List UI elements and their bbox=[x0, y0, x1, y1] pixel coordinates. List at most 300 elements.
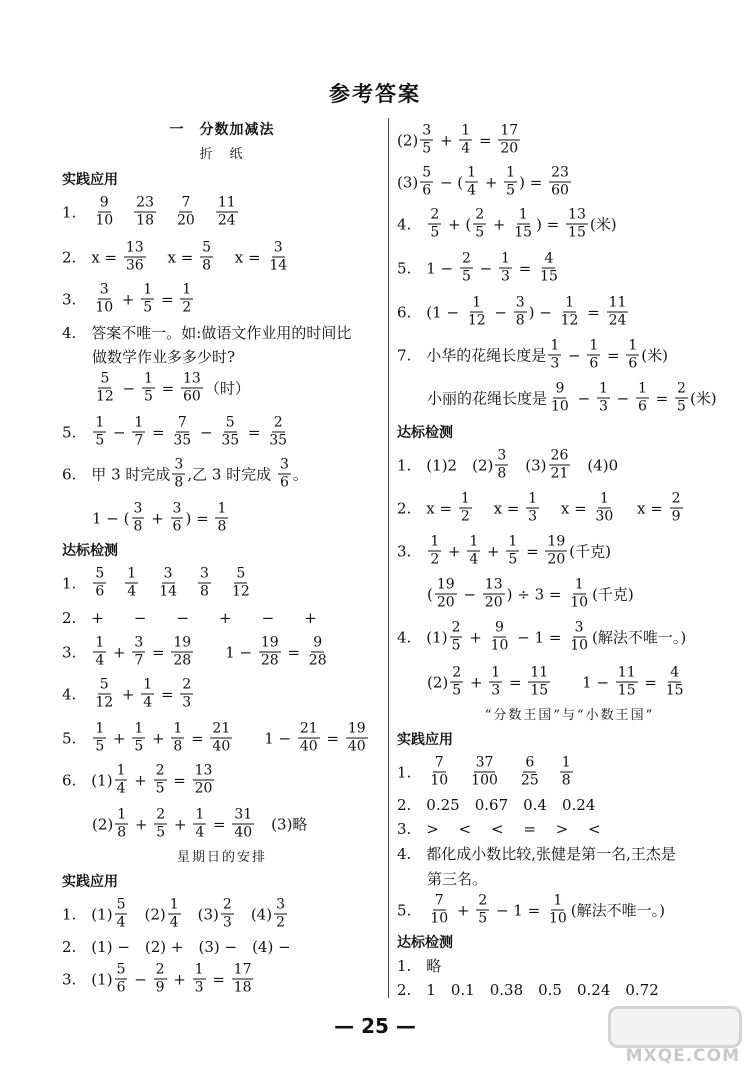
text-segment: − bbox=[489, 303, 512, 321]
fraction-numerator: 3 bbox=[422, 122, 432, 139]
fraction-denominator: 40 bbox=[234, 824, 253, 841]
text-segment: x = bbox=[91, 248, 122, 266]
fraction-denominator: 20 bbox=[194, 780, 213, 797]
fraction bbox=[221, 898, 234, 931]
fraction bbox=[216, 196, 238, 229]
fraction-numerator: 1 bbox=[528, 490, 538, 507]
fraction bbox=[346, 722, 368, 755]
answer-line bbox=[62, 283, 195, 316]
text-segment: (千克) bbox=[569, 542, 611, 560]
fraction bbox=[142, 372, 155, 405]
text-segment: = bbox=[504, 673, 527, 691]
fraction bbox=[115, 764, 128, 797]
answer-line bbox=[397, 981, 659, 999]
fraction-numerator: 2 bbox=[475, 206, 485, 223]
text-segment: = bbox=[282, 643, 305, 661]
fraction-numerator: 13 bbox=[484, 576, 503, 593]
text-segment: 2. x = bbox=[397, 499, 457, 517]
answer-line bbox=[397, 578, 634, 611]
fraction bbox=[132, 416, 145, 449]
fraction bbox=[499, 252, 512, 285]
fraction-numerator: 1 bbox=[599, 490, 609, 507]
fraction-numerator: 1 bbox=[561, 754, 571, 771]
fraction-numerator: 13 bbox=[125, 239, 144, 256]
fraction-denominator: 24 bbox=[608, 312, 627, 329]
text-segment: 4. bbox=[62, 685, 92, 703]
text-segment: 2. 1 0.1 0.38 0.5 0.24 0.72 bbox=[397, 981, 659, 999]
answer-line bbox=[397, 339, 668, 372]
text-segment: (2) bbox=[62, 815, 114, 833]
fraction-denominator: 5 bbox=[95, 738, 105, 755]
fraction-numerator: 5 bbox=[422, 164, 432, 181]
answer-line bbox=[397, 252, 562, 285]
answer-line bbox=[397, 957, 441, 975]
text-segment: (2) bbox=[397, 673, 449, 691]
text-segment: 小丽的花绳长度是 bbox=[397, 389, 548, 407]
fraction bbox=[93, 636, 106, 669]
fraction-numerator: 1 bbox=[460, 490, 470, 507]
fraction-denominator: 6 bbox=[589, 355, 599, 372]
fraction bbox=[664, 666, 686, 699]
fraction bbox=[607, 296, 629, 329]
fraction-numerator: 6 bbox=[525, 754, 535, 771]
fraction-numerator: 2 bbox=[273, 414, 283, 431]
text-segment: 5. 1 − bbox=[397, 259, 458, 277]
text-segment: （时） bbox=[204, 379, 250, 397]
answer-line bbox=[62, 196, 240, 229]
text-segment bbox=[62, 379, 92, 397]
fraction-numerator: 19 bbox=[347, 720, 366, 737]
fraction-numerator: 11 bbox=[530, 664, 549, 681]
section-heading bbox=[397, 731, 453, 749]
fraction-denominator: 12 bbox=[467, 312, 486, 329]
fraction-numerator: 2 bbox=[451, 619, 461, 636]
fraction bbox=[538, 252, 560, 285]
fraction-numerator: 1 bbox=[430, 533, 440, 550]
fraction bbox=[559, 296, 581, 329]
fraction-numerator: 5 bbox=[100, 370, 110, 387]
fraction bbox=[568, 621, 590, 654]
text-segment: 2. 0.25 0.67 0.4 0.24 bbox=[397, 796, 596, 814]
fraction-numerator: 7 bbox=[434, 754, 444, 771]
text-segment: (3) bbox=[182, 905, 219, 923]
fraction bbox=[124, 241, 146, 274]
fraction bbox=[420, 124, 433, 157]
fraction-numerator: 1 bbox=[143, 281, 153, 298]
fraction-numerator: 2 bbox=[182, 676, 192, 693]
answer-line bbox=[62, 898, 289, 931]
text-segment: 1. 略 bbox=[397, 957, 442, 975]
text-segment: ,乙 3 时完成 bbox=[187, 465, 276, 483]
fraction-numerator: 19 bbox=[547, 533, 566, 550]
text-segment bbox=[158, 203, 173, 221]
text-segment: − bbox=[474, 259, 497, 277]
text-segment: 实践应用 bbox=[397, 732, 453, 748]
fraction-denominator: 8 bbox=[202, 257, 211, 274]
fraction-denominator: 18 bbox=[233, 979, 252, 996]
text-segment: = bbox=[186, 729, 209, 747]
answer-line bbox=[397, 492, 685, 525]
text-segment: = bbox=[156, 379, 179, 397]
fraction bbox=[180, 283, 193, 316]
fraction bbox=[94, 372, 116, 405]
answer-line bbox=[62, 458, 308, 491]
text-segment: 4. 答案不唯一。如:做语文作业用的时间比 bbox=[62, 324, 352, 342]
text-segment: 1. (1)2 (2) bbox=[397, 456, 494, 474]
fraction bbox=[154, 808, 167, 841]
answer-line bbox=[397, 870, 487, 888]
fraction-numerator: 9 bbox=[313, 634, 323, 651]
fraction-denominator: 15 bbox=[665, 682, 684, 699]
fraction-denominator: 20 bbox=[436, 594, 455, 611]
fraction-numerator: 2 bbox=[155, 762, 165, 779]
fraction-denominator: 2 bbox=[430, 551, 440, 568]
fraction bbox=[93, 722, 106, 755]
fraction-denominator: 14 bbox=[269, 257, 288, 274]
fraction bbox=[115, 808, 128, 841]
fraction-denominator: 10 bbox=[430, 772, 449, 789]
text-segment: − bbox=[458, 585, 481, 603]
fraction bbox=[495, 449, 508, 482]
fraction-numerator: 3 bbox=[163, 565, 173, 582]
text-segment: + bbox=[169, 815, 192, 833]
fraction bbox=[171, 502, 184, 535]
fraction-denominator: 8 bbox=[200, 583, 209, 600]
fraction-numerator: 2 bbox=[155, 961, 165, 978]
fraction-denominator: 60 bbox=[551, 182, 569, 199]
fraction-numerator: 2 bbox=[478, 892, 488, 909]
text-segment: = bbox=[582, 303, 605, 321]
text-segment: 2. (1) − (2) + (3) − (4) − bbox=[62, 938, 291, 956]
fraction bbox=[420, 166, 433, 199]
fraction bbox=[93, 283, 115, 316]
text-segment bbox=[181, 574, 196, 592]
fraction-numerator: 1 bbox=[574, 576, 584, 593]
answer-line bbox=[62, 502, 230, 535]
fraction bbox=[547, 894, 569, 927]
text-segment: 实践应用 bbox=[62, 172, 118, 188]
fraction bbox=[259, 636, 281, 669]
fraction-denominator: 40 bbox=[212, 738, 231, 755]
fraction-denominator: 40 bbox=[347, 738, 366, 755]
fraction bbox=[512, 208, 534, 241]
fraction bbox=[132, 636, 145, 669]
fraction-numerator: 1 bbox=[467, 164, 477, 181]
fraction-denominator: 4 bbox=[127, 583, 137, 600]
fraction-numerator: 1 bbox=[194, 961, 204, 978]
fraction bbox=[210, 722, 232, 755]
text-segment bbox=[140, 574, 155, 592]
text-segment: − bbox=[195, 423, 218, 441]
text-segment: − 1 = bbox=[491, 901, 545, 919]
fraction-numerator: 1 bbox=[134, 720, 144, 737]
text-segment: 达标检测 bbox=[397, 425, 453, 441]
text-segment: 3. > < < = > < bbox=[397, 820, 601, 838]
section-heading bbox=[62, 171, 118, 189]
fraction-denominator: 5 bbox=[478, 910, 488, 927]
fraction-denominator: 4 bbox=[467, 182, 477, 199]
fraction-denominator: 20 bbox=[500, 140, 519, 157]
text-segment: (解法不唯一。) bbox=[592, 628, 687, 646]
answer-line bbox=[397, 296, 630, 329]
fraction-denominator: 30 bbox=[595, 508, 614, 525]
fraction bbox=[549, 449, 571, 482]
fraction-denominator: 35 bbox=[173, 432, 192, 449]
answer-line bbox=[397, 845, 676, 863]
fraction-numerator: 3 bbox=[174, 456, 184, 473]
fraction-numerator: 2 bbox=[671, 490, 681, 507]
answer-line bbox=[397, 124, 522, 157]
text-segment: ) = bbox=[185, 509, 214, 527]
fraction bbox=[528, 666, 550, 699]
answer-line bbox=[397, 756, 575, 789]
fraction-denominator: 14 bbox=[159, 583, 178, 600]
fraction-denominator: 6 bbox=[637, 398, 647, 415]
fraction-denominator: 5 bbox=[134, 738, 144, 755]
text-segment: 1. (1) bbox=[62, 905, 113, 923]
fraction bbox=[670, 492, 683, 525]
fraction bbox=[526, 492, 539, 525]
text-segment: 1. bbox=[397, 763, 427, 781]
fraction-denominator: 10 bbox=[490, 637, 509, 654]
fraction-numerator: 3 bbox=[99, 281, 109, 298]
fraction bbox=[93, 416, 106, 449]
answer-line bbox=[62, 416, 291, 449]
fraction-numerator: 1 bbox=[169, 896, 179, 913]
fraction-denominator: 5 bbox=[451, 637, 461, 654]
text-segment: = bbox=[147, 423, 170, 441]
fraction-numerator: 17 bbox=[500, 122, 519, 139]
text-segment: = bbox=[156, 290, 179, 308]
text-segment: 实践应用 bbox=[62, 874, 118, 890]
fraction-numerator: 1 bbox=[95, 720, 105, 737]
fraction-denominator: 8 bbox=[497, 465, 507, 482]
fraction-denominator: 4 bbox=[169, 914, 179, 931]
text-segment: + bbox=[480, 173, 503, 191]
text-segment bbox=[199, 203, 214, 221]
text-segment: = bbox=[639, 673, 662, 691]
fraction-numerator: 3 bbox=[574, 619, 584, 636]
fraction bbox=[115, 898, 128, 931]
text-segment: 2. + − − + − + bbox=[62, 609, 317, 627]
fraction-denominator: 5 bbox=[508, 551, 518, 568]
fraction bbox=[198, 567, 211, 600]
text-segment: + bbox=[117, 685, 140, 703]
fraction-numerator: 1 bbox=[589, 337, 599, 354]
fraction bbox=[180, 678, 193, 711]
text-segment: 达标检测 bbox=[62, 543, 118, 559]
fraction-numerator: 1 bbox=[182, 281, 192, 298]
fraction-numerator: 7 bbox=[434, 892, 444, 909]
fraction-denominator: 4 bbox=[143, 694, 153, 711]
answer-line bbox=[62, 938, 291, 956]
fraction bbox=[459, 492, 472, 525]
fraction bbox=[141, 678, 154, 711]
text-segment: 1. bbox=[62, 574, 92, 592]
fraction-denominator: 3 bbox=[182, 694, 192, 711]
text-segment: x = bbox=[617, 499, 668, 517]
fraction bbox=[175, 196, 197, 229]
fraction-numerator: 13 bbox=[568, 206, 586, 223]
text-segment: − bbox=[611, 389, 634, 407]
fraction bbox=[267, 416, 289, 449]
fraction-denominator: 3 bbox=[194, 979, 204, 996]
right-column bbox=[397, 0, 742, 1010]
fraction-numerator: 5 bbox=[116, 896, 126, 913]
fraction-denominator: 5 bbox=[506, 182, 516, 199]
fraction-denominator: 5 bbox=[430, 224, 440, 241]
fraction-denominator: 5 bbox=[461, 268, 471, 285]
text-segment: = bbox=[513, 259, 537, 277]
fraction bbox=[476, 894, 489, 927]
text-segment: 2. bbox=[62, 248, 92, 266]
lesson-title bbox=[62, 849, 382, 867]
fraction-denominator: 25 bbox=[520, 772, 539, 789]
fraction-numerator: 1 bbox=[95, 414, 105, 431]
fraction bbox=[193, 963, 206, 996]
fraction bbox=[545, 535, 567, 568]
lesson-title bbox=[397, 707, 742, 725]
fraction-numerator: 1 bbox=[508, 533, 518, 550]
fraction bbox=[675, 382, 688, 415]
answer-line bbox=[62, 241, 291, 274]
fraction-denominator: 5 bbox=[95, 432, 105, 449]
fraction bbox=[278, 458, 291, 491]
fraction bbox=[568, 578, 590, 611]
fraction-numerator: 19 bbox=[436, 576, 455, 593]
text-segment: = bbox=[321, 729, 344, 747]
text-segment: 6. (1) bbox=[62, 771, 113, 789]
fraction bbox=[548, 339, 561, 372]
fraction-denominator: 10 bbox=[551, 398, 569, 415]
answer-line bbox=[397, 535, 611, 568]
fraction-numerator: 1 bbox=[95, 634, 105, 651]
fraction-numerator: 17 bbox=[233, 961, 252, 978]
fraction-denominator: 7 bbox=[134, 652, 144, 669]
answer-line bbox=[397, 166, 573, 199]
text-segment: (米) bbox=[689, 389, 717, 407]
fraction-numerator: 1 bbox=[461, 122, 471, 139]
text-segment: x = bbox=[473, 499, 525, 517]
fraction-numerator: 3 bbox=[497, 447, 507, 464]
fraction-denominator: 12 bbox=[560, 312, 579, 329]
fraction-numerator: 11 bbox=[617, 664, 636, 681]
fraction-numerator: 1 bbox=[143, 370, 153, 387]
fraction bbox=[450, 621, 463, 654]
fraction-numerator: 13 bbox=[194, 762, 213, 779]
fraction-numerator: 5 bbox=[99, 676, 109, 693]
text-segment: 4. 都化成小数比较,张健是第一名,王杰是 bbox=[397, 845, 676, 863]
fraction bbox=[172, 458, 185, 491]
fraction-numerator: 1 bbox=[117, 806, 127, 823]
fraction bbox=[171, 722, 184, 755]
fraction-numerator: 3 bbox=[200, 565, 209, 582]
fraction bbox=[467, 535, 480, 568]
fraction bbox=[514, 296, 527, 329]
fraction-numerator: 1 bbox=[501, 250, 510, 267]
fraction-denominator: 5 bbox=[143, 388, 153, 405]
fraction-numerator: 1 bbox=[134, 414, 144, 431]
answer-line bbox=[397, 820, 601, 838]
fraction bbox=[428, 756, 450, 789]
fraction-denominator: 10 bbox=[548, 910, 567, 927]
fraction-denominator: 20 bbox=[177, 212, 195, 229]
column-divider bbox=[388, 118, 389, 998]
fraction-numerator: 2 bbox=[430, 206, 440, 223]
fraction-denominator: 4 bbox=[195, 824, 205, 841]
fraction bbox=[498, 124, 520, 157]
text-segment: (2) bbox=[397, 131, 419, 149]
fraction-numerator: 1 bbox=[469, 533, 479, 550]
fraction bbox=[132, 502, 145, 535]
page-title: 参考答案 bbox=[329, 82, 421, 106]
fraction bbox=[307, 636, 329, 669]
text-segment: = bbox=[147, 643, 170, 661]
text-segment: = bbox=[521, 542, 544, 560]
text-segment: (解法不唯一。) bbox=[570, 901, 665, 919]
text-segment: ) − bbox=[528, 303, 557, 321]
text-segment: + bbox=[108, 643, 131, 661]
text-segment: + bbox=[129, 771, 152, 789]
fraction-numerator: 1 bbox=[491, 664, 501, 681]
fraction-denominator: 5 bbox=[422, 140, 432, 157]
text-segment bbox=[452, 763, 467, 781]
fraction bbox=[274, 898, 287, 931]
fraction-denominator: 36 bbox=[125, 257, 144, 274]
fraction-denominator: 10 bbox=[570, 594, 589, 611]
fraction bbox=[465, 166, 478, 199]
fraction-numerator: 3 bbox=[134, 634, 144, 651]
answer-line bbox=[62, 609, 317, 627]
answer-line bbox=[62, 963, 255, 996]
fraction-denominator: 40 bbox=[299, 738, 318, 755]
text-segment: − ( bbox=[435, 173, 464, 191]
fraction-denominator: 28 bbox=[173, 652, 192, 669]
text-segment: 达标检测 bbox=[397, 935, 453, 951]
fraction-denominator: 10 bbox=[430, 910, 449, 927]
fraction-denominator: 12 bbox=[96, 388, 114, 405]
fraction bbox=[593, 492, 615, 525]
fraction-denominator: 5 bbox=[452, 682, 462, 699]
fraction-denominator: 28 bbox=[260, 652, 279, 669]
fraction bbox=[193, 808, 206, 841]
fraction-denominator: 8 bbox=[173, 738, 183, 755]
fraction-numerator: 5 bbox=[202, 239, 211, 256]
fraction-numerator: 21 bbox=[212, 720, 231, 737]
text-segment bbox=[502, 763, 517, 781]
fraction bbox=[489, 666, 502, 699]
fraction bbox=[232, 963, 254, 996]
answer-line bbox=[62, 372, 250, 405]
answer-line bbox=[62, 722, 370, 755]
fraction-numerator: 26 bbox=[550, 447, 569, 464]
text-segment: = bbox=[208, 815, 231, 833]
text-segment: ) ÷ 3 = bbox=[506, 585, 567, 603]
answer-line bbox=[62, 636, 331, 669]
fraction-denominator: 3 bbox=[598, 398, 608, 415]
text-segment: − bbox=[129, 970, 152, 988]
text-segment: 第三名。 bbox=[397, 870, 488, 888]
fraction bbox=[171, 416, 193, 449]
fraction-denominator: 10 bbox=[95, 212, 114, 229]
fraction-denominator: 4 bbox=[116, 780, 126, 797]
fraction-denominator: 10 bbox=[570, 637, 589, 654]
fraction-denominator: 21 bbox=[550, 465, 569, 482]
fraction-denominator: 8 bbox=[561, 772, 571, 789]
fraction-denominator: 35 bbox=[269, 432, 288, 449]
text-segment: + bbox=[108, 729, 131, 747]
text-segment: 1 − bbox=[195, 643, 257, 661]
